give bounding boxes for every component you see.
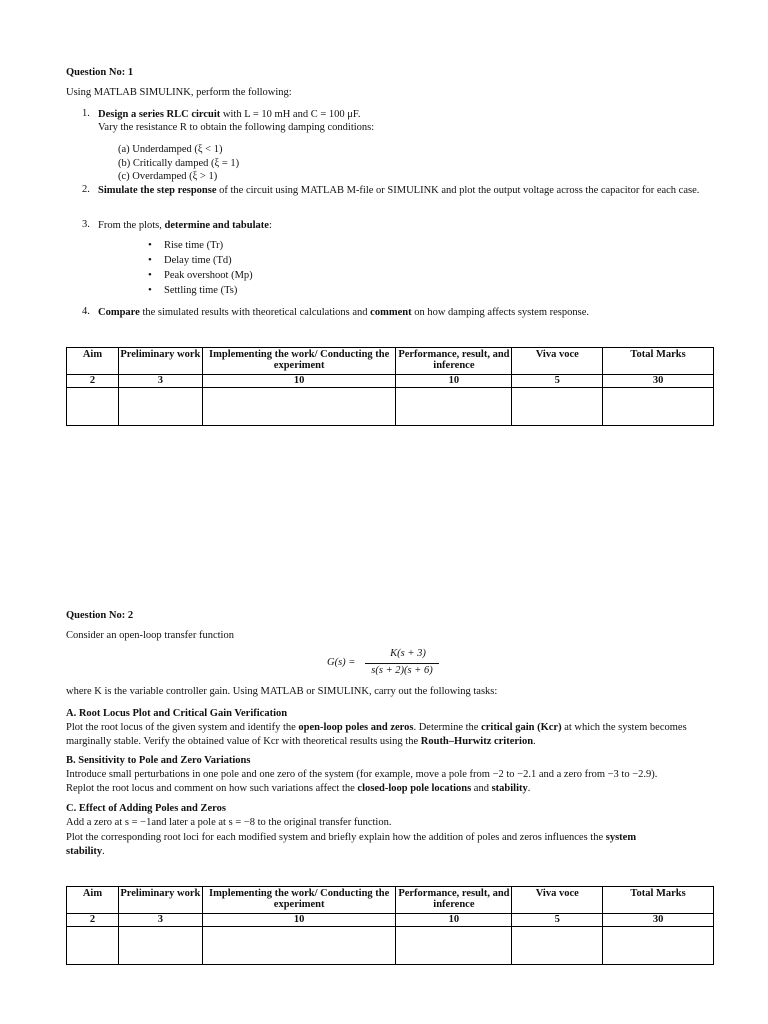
- header-viva: Viva voce: [512, 348, 603, 375]
- item-text: [98, 219, 718, 232]
- bold-run: stability: [491, 783, 528, 794]
- marks-table-1: [66, 347, 714, 426]
- fraction-bar: [365, 663, 439, 664]
- blank-cell[interactable]: [512, 927, 603, 965]
- header-aim: Aim: [67, 348, 119, 375]
- header-total: Total Marks: [603, 348, 714, 375]
- tf-denominator: s(s + 2)(s + 6): [371, 665, 433, 676]
- bold-run: closed-loop pole locations: [357, 783, 472, 794]
- bold-run: Routh–Hurwitz criterion: [420, 736, 534, 747]
- header-performance: Performance, result, and inference: [396, 348, 512, 375]
- item-rest-text: with L = 10 mH and C = 100 μF.: [220, 109, 361, 120]
- marks-table-2: [66, 886, 714, 965]
- section-c-line1: Add a zero at s = −1and later a pole at s = −8 to the original transfer function.: [66, 817, 392, 828]
- table-header-row: [67, 348, 714, 375]
- blank-cell[interactable]: [396, 927, 512, 965]
- header-implementing: Implementing the work/ Conducting the experiment: [202, 348, 396, 375]
- section-c-title: C. Effect of Adding Poles and Zeros: [66, 803, 226, 814]
- table-row: [67, 914, 714, 927]
- header-implementing: Implementing the work/ Conducting the experiment: [202, 887, 396, 914]
- text-run: Plot the root locus of the given system and identify the: [66, 722, 299, 733]
- blank-cell[interactable]: [118, 927, 202, 965]
- table-row-blank: [67, 388, 714, 426]
- bullet-item: • Settling time (Ts): [148, 283, 253, 298]
- value-preliminary: 3: [118, 375, 202, 388]
- value-aim: 2: [67, 375, 119, 388]
- text-run: Replot the root locus and comment on how such variations affect the: [66, 783, 358, 794]
- header-total: Total Marks: [603, 887, 714, 914]
- question-1-title: Question No: 1: [66, 67, 134, 78]
- item-rest-text-2: on how damping affects system response.: [411, 307, 589, 318]
- transfer-function: [327, 648, 447, 680]
- blank-cell[interactable]: [603, 927, 714, 965]
- section-a-title: A. Root Locus Plot and Critical Gain Verification: [66, 708, 288, 719]
- blank-cell[interactable]: [603, 388, 714, 426]
- text-run: and: [471, 783, 492, 794]
- item-number: 1.: [82, 108, 90, 119]
- value-performance: 10: [396, 375, 512, 388]
- item-bold-text: determine and tabulate: [164, 220, 269, 231]
- blank-cell[interactable]: [67, 388, 119, 426]
- item-rest-text: :: [268, 220, 272, 231]
- question-1-intro: Using MATLAB SIMULINK, perform the following:: [66, 87, 292, 98]
- value-implementing: 10: [202, 375, 396, 388]
- value-viva: 5: [512, 375, 603, 388]
- section-b-title: B. Sensitivity to Pole and Zero Variations: [66, 755, 251, 766]
- item-bold-text-2: comment: [370, 307, 412, 318]
- section-c-text: [66, 831, 670, 859]
- tf-lhs: G(s) =: [327, 657, 356, 668]
- section-a-text: [66, 721, 714, 749]
- question-2-title: Question No: 2: [66, 610, 134, 621]
- bullet-item: • Delay time (Td): [148, 253, 253, 268]
- value-total: 30: [603, 375, 714, 388]
- tf-numerator: K(s + 3): [390, 648, 426, 659]
- table-header-row: [67, 887, 714, 914]
- item-number: 3.: [82, 219, 90, 230]
- header-preliminary: Preliminary work: [118, 348, 202, 375]
- header-preliminary: Preliminary work: [118, 887, 202, 914]
- question-2-intro: Consider an open-loop transfer function: [66, 630, 234, 641]
- header-performance: Performance, result, and inference: [396, 887, 512, 914]
- value-aim: 2: [67, 914, 119, 927]
- value-performance: 10: [396, 914, 512, 927]
- damping-conditions-list: [118, 143, 239, 184]
- item-rest-text: of the circuit using MATLAB M-file or SIMULINK and plot the output voltage across the capacitor for each case.: [216, 185, 700, 196]
- bullet-item: • Rise time (Tr): [148, 238, 253, 253]
- blank-cell[interactable]: [202, 927, 396, 965]
- item-bold-text: Simulate the step response: [98, 185, 217, 196]
- bullet-item: • Peak overshoot (Mp): [148, 268, 253, 283]
- blank-cell[interactable]: [396, 388, 512, 426]
- parameters-bullet-list: [148, 238, 253, 298]
- item-rest-text: the simulated results with theoretical calculations and: [139, 307, 371, 318]
- item-bold-text: Compare: [98, 307, 140, 318]
- blank-cell[interactable]: [512, 388, 603, 426]
- text-run: Plot the corresponding root loci for each modified system and briefly explain how the addition of poles and zeros influences the: [66, 832, 606, 843]
- header-viva: Viva voce: [512, 887, 603, 914]
- sub-item: (b) Critically damped (ξ = 1): [118, 157, 240, 169]
- text-run: . Determine the: [413, 722, 482, 733]
- section-b-line2: [66, 783, 530, 794]
- table-row: [67, 375, 714, 388]
- sub-item: (c) Overdamped (ξ > 1): [118, 171, 218, 182]
- blank-cell[interactable]: [202, 388, 396, 426]
- where-text: where K is the variable controller gain. Using MATLAB or SIMULINK, carry out the following tasks:: [66, 686, 498, 697]
- item-bold-text: Design a series RLC circuit: [98, 109, 221, 120]
- text-run: .: [527, 783, 531, 794]
- blank-cell[interactable]: [118, 388, 202, 426]
- item-number: 4.: [82, 306, 90, 317]
- value-implementing: 10: [202, 914, 396, 927]
- section-b-line1: Introduce small perturbations in one pole and one zero of the system (for example, move a pole from −2 to −2.1 and a zero from −3 to −2.9).: [66, 769, 658, 780]
- bold-run: open-loop poles and zeros: [298, 722, 414, 733]
- item-text: [98, 306, 718, 319]
- value-viva: 5: [512, 914, 603, 927]
- text-run: .: [102, 846, 105, 857]
- item-pre-text: From the plots,: [98, 220, 165, 231]
- sub-item: (a) Underdamped (ξ < 1): [118, 144, 223, 155]
- bold-run: system stability: [66, 832, 637, 857]
- value-preliminary: 3: [118, 914, 202, 927]
- item-line2: Vary the resistance R to obtain the following damping conditions:: [98, 122, 375, 133]
- item-number: 2.: [82, 184, 90, 195]
- header-aim: Aim: [67, 887, 119, 914]
- item-text: [98, 184, 710, 197]
- table-row-blank: [67, 927, 714, 965]
- blank-cell[interactable]: [67, 927, 119, 965]
- text-run: .: [533, 736, 536, 747]
- text-run: at which the system becomes marginally stable. Verify the obtained value of Kcr with theoretical results using the: [66, 722, 687, 747]
- bold-run: critical gain (Kcr): [481, 722, 562, 733]
- item-text: [98, 108, 718, 134]
- value-total: 30: [603, 914, 714, 927]
